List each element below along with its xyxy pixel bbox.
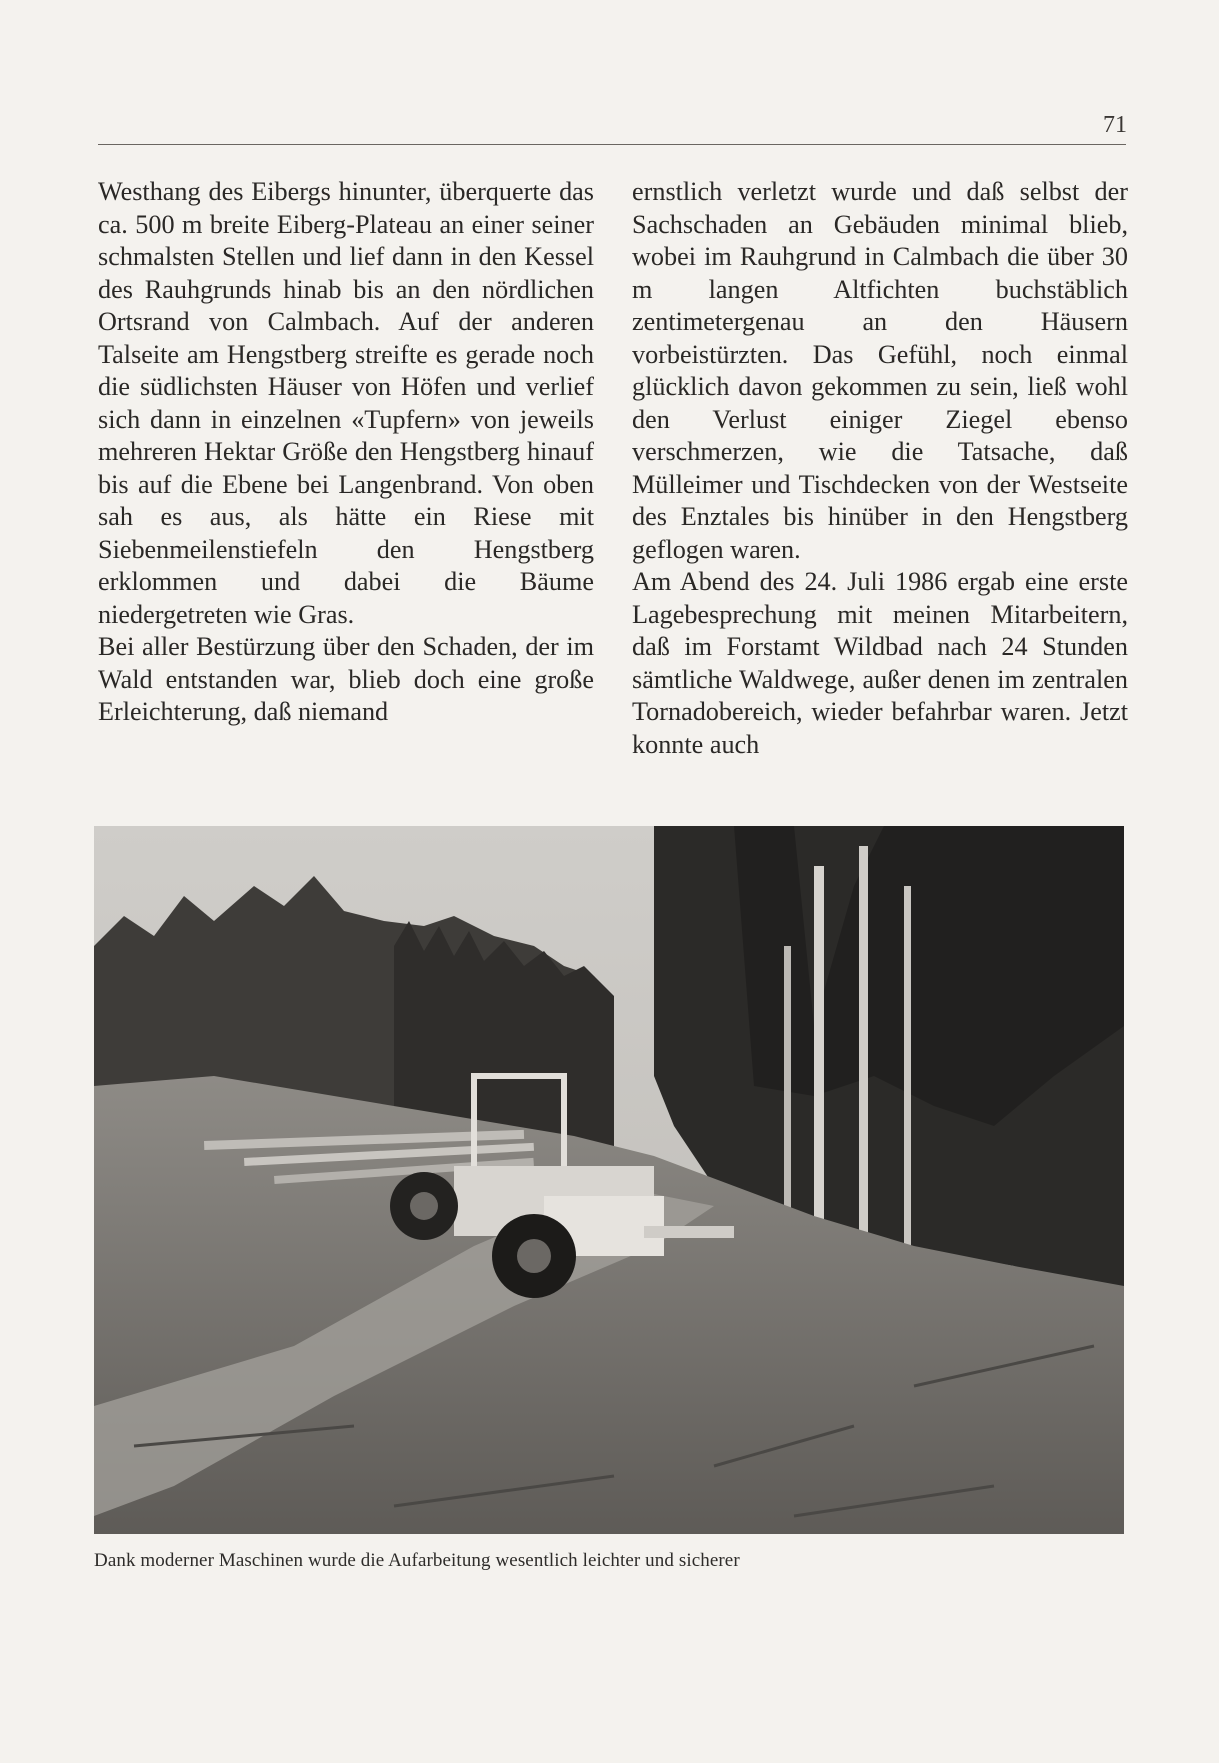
tree-trunk <box>904 886 911 1246</box>
figure-caption: Dank moderner Maschinen wurde die Aufarbeitung wesentlich leichter und sicherer <box>94 1550 740 1571</box>
right-text-column <box>632 176 1128 761</box>
forest-tractor-photo <box>94 826 1124 1534</box>
right-paragraph-2: Am Abend des 24. Juli 1986 ergab eine erste Lagebesprechung mit meinen Mitarbeitern, daß im Forstamt Wildbad nach 24 Stunden sämtliche Waldwege, außer denen im zentralen Tornadobereich, wieder befahrbar waren. Jetzt konnte auch <box>632 567 1128 759</box>
photo-illustration <box>94 826 1124 1534</box>
tree-trunk <box>784 946 791 1246</box>
header-rule <box>98 144 1126 145</box>
left-text-column <box>98 176 594 729</box>
tree-trunk <box>814 866 824 1226</box>
right-paragraph-1: ernstlich verletzt wurde und daß selbst der Sachschaden an Gebäuden minimal blieb, wobei im Rauhgrund in Calmbach die über 30 m langen Altfichten buchstäblich zentimetergenau an den Häusern vorbeistürzten. Das Gefühl, noch einmal glücklich davon gekommen zu sein, ließ wohl den Verlust einiger Ziegel ebenso verschmerzen, wie die Tatsache, daß Mülleimer und Tischdecken von der Westseite des Enztales bis hinüber in den Hengstberg geflogen waren. <box>632 177 1128 564</box>
page-number: 71 <box>1103 112 1127 138</box>
left-paragraph-2: Bei aller Bestürzung über den Schaden, der im Wald entstanden war, blieb doch eine große Erleichterung, daß niemand <box>98 632 594 726</box>
left-paragraph-1: Westhang des Eibergs hinunter, überquerte das ca. 500 m breite Eiberg-Plateau an einer seiner schmalsten Stellen und lief dann in den Kessel des Rauhgrunds hinab bis an den nördlichen Ortsrand von Calmbach. Auf der anderen Talseite am Hengstberg streifte es gerade noch die südlichsten Häuser von Höfen und verlief sich dann in einzelnen «Tupfern» von jeweils mehreren Hektar Größe den Hengstberg hinauf bis auf die Ebene bei Langenbrand. Von oben sah es aus, als hätte ein Riese mit Siebenmeilenstiefeln den Hengstberg erklommen und dabei die Bäume niedergetreten wie Gras. <box>98 177 594 629</box>
tree-trunk <box>859 846 868 1246</box>
